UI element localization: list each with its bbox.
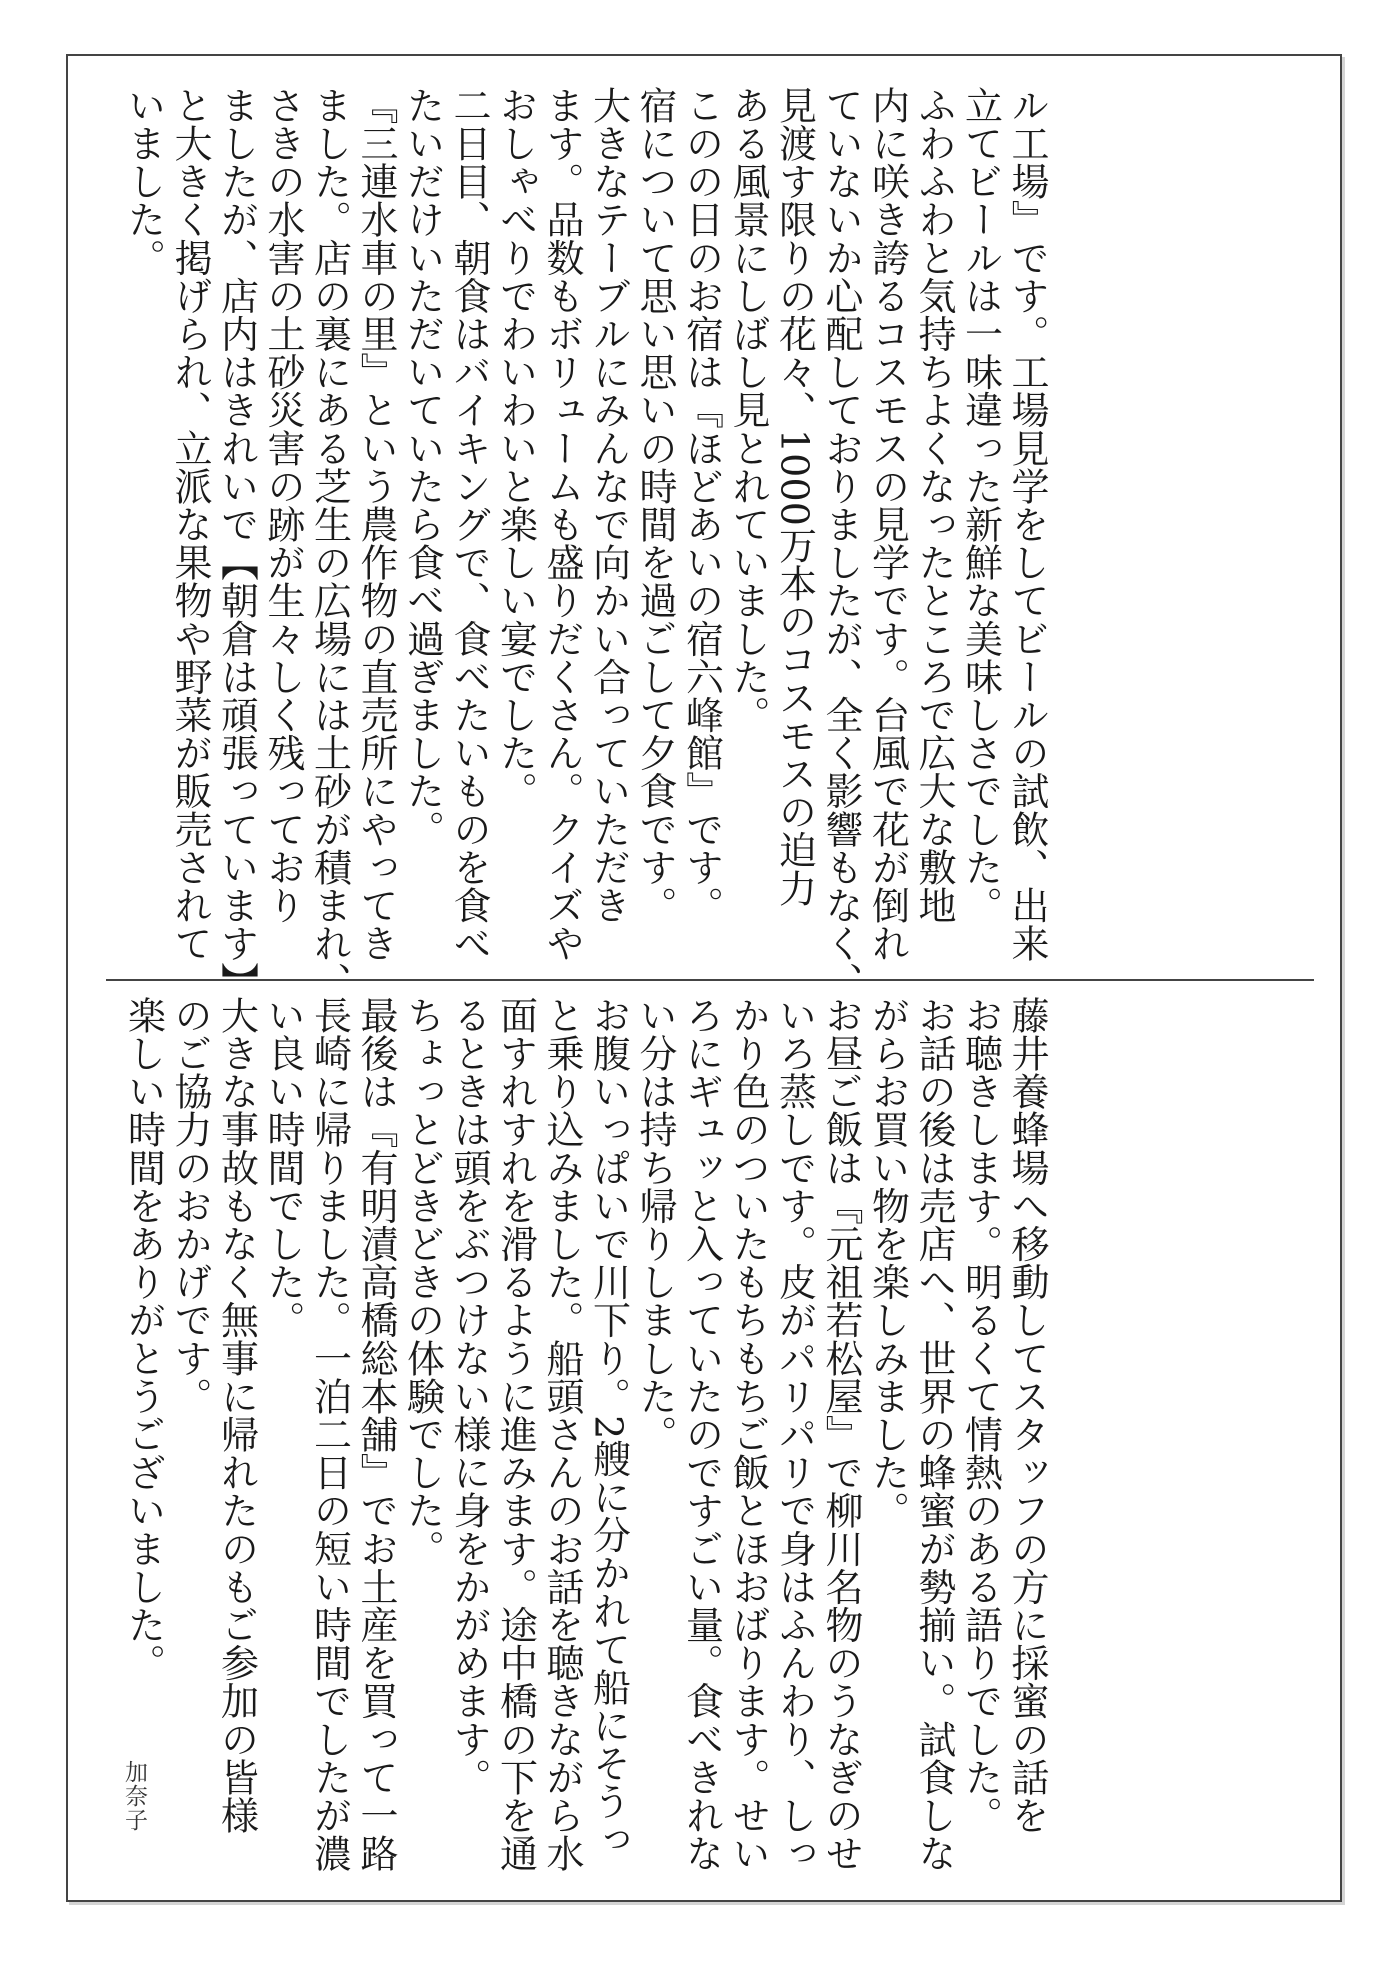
text-column: さきの水害の土砂災害の跡が生々しく残っており: [261, 86, 305, 925]
text-column: ちょっとどきどきの体験でした。: [400, 996, 445, 1568]
text-column: おしゃべりでわいわいと楽しい宴でした。: [493, 86, 538, 810]
text-column: お聴きします。明るくて情熱のある語りでした。: [958, 996, 1003, 1835]
author-signature: 加奈子: [121, 1760, 147, 1832]
text-column: がらお買い物を楽しみました。: [865, 996, 910, 1530]
text-column: ろにギュッと入っていたのですごい量。食べきれな: [679, 996, 724, 1873]
text-column: 見渡す限りの花々、1000万本のコスモスの迫力: [772, 86, 817, 908]
text-column: 長崎に帰りました。一泊二日の短い時間でしたが濃: [307, 996, 352, 1873]
text-column: い分は持ち帰りしました。: [633, 996, 677, 1454]
text-column: 藤井養蜂場へ移動してスタッフの方に採蜜の話を: [1005, 996, 1049, 1835]
text-column: のご協力のおかげです。: [168, 996, 212, 1416]
text-column: お話の後は売店へ、世界の蜂蜜が勢揃い。試食しな: [912, 996, 956, 1873]
text-column: いろ蒸しです。皮がパリパリで身はふんわり、しっ: [772, 996, 817, 1873]
text-column: と大きく掲げられ、立派な果物や野菜が販売されて: [168, 86, 212, 963]
text-column: ル工場』です。工場見学をしてビールの試飲、出来: [1005, 86, 1049, 963]
text-column: 内に咲き誇るコスモスの見学です。台風で花が倒れ: [865, 86, 910, 963]
text-column: たいだけいただいていたら食べ過ぎました。: [400, 86, 445, 848]
text-column: かり色のついたもちもちご飯とほおばります。せい: [726, 996, 770, 1873]
text-column: 大きなテーブルにみんなで向かい合っていただき: [586, 86, 631, 925]
text-column: 『三連水車の里』という農作物の直売所にやってき: [354, 86, 398, 963]
text-column: 楽しい時間をありがとうございました。: [121, 996, 166, 1682]
text-column: 立てビールは一味違った新鮮な美味しさでした。: [958, 86, 1003, 925]
article-bottom-text: [120, 996, 1050, 1876]
text-column: このの日のお宿は『ほどあいの宿六峰館』です。: [679, 86, 724, 925]
text-column: ていないか心配しておりましたが、全く影響もなく、: [819, 86, 863, 1001]
text-column: 宿について思い思いの時間を過ごして夕食です。: [633, 86, 677, 925]
text-column: るときは頭をぶつけない様に身をかがめます。: [447, 996, 491, 1797]
text-column: いました。: [121, 86, 166, 277]
text-column: ましたが、店内はきれいで【朝倉は頑張っています】: [214, 86, 259, 1001]
text-column: ます。品数もボリュームも盛りだくさん。クイズや: [540, 86, 584, 963]
text-column: 二日目、朝食はバイキングで、食べたいものを食べ: [447, 86, 491, 963]
text-column: 面すれすれを滑るように進みます。途中橋の下を通: [493, 996, 538, 1873]
text-column: ふわふわと気持ちよくなったところで広大な敷地: [912, 86, 956, 925]
text-column: お腹いっぱいで川下り。2艘に分かれて船にそうっ: [586, 996, 631, 1859]
text-column: お昼ご飯は『元祖若松屋』で柳川名物のうなぎのせ: [819, 996, 863, 1873]
text-column: い良い時間でした。: [261, 996, 305, 1339]
section-divider: [106, 979, 1314, 981]
text-column: 大きな事故もなく無事に帰れたのもご参加の皆様: [214, 996, 259, 1835]
text-column: 最後は『有明漬高橋総本舗』でお土産を買って一路: [354, 996, 398, 1873]
text-column: ました。店の裏にある芝生の広場には土砂が積まれ、: [307, 86, 352, 1001]
text-column: ある風景にしばし見とれていました。: [726, 86, 770, 734]
article-top-text: [120, 86, 1050, 1001]
text-column: と乗り込みました。船頭さんのお話を聴きながら水: [540, 996, 584, 1873]
